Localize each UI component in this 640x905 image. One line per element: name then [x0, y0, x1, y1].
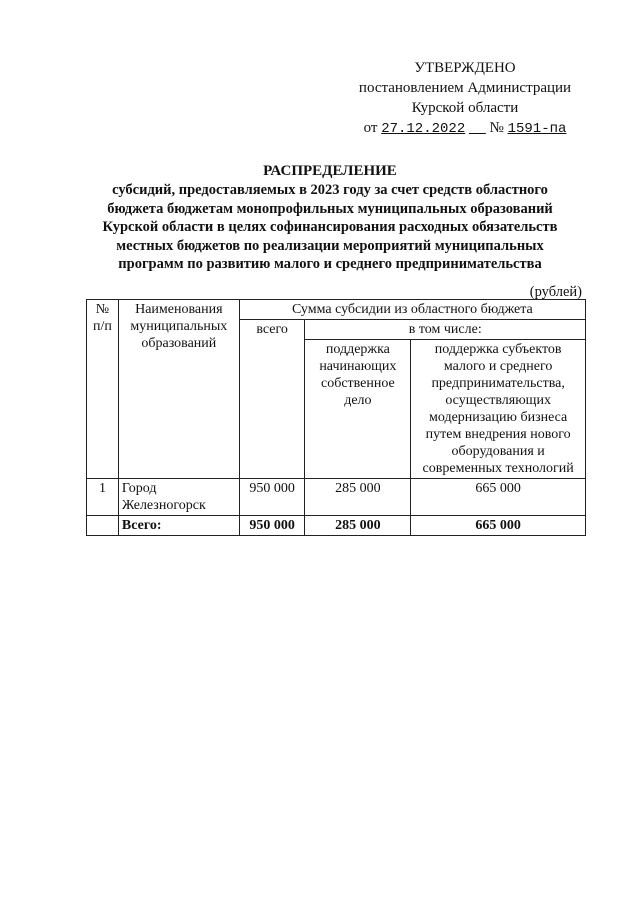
total-label: Всего: — [118, 516, 239, 536]
header-num: № п/п — [87, 300, 119, 479]
approval-number: 1591-па — [507, 121, 567, 137]
document-title: РАСПРЕДЕЛЕНИЕ — [263, 163, 397, 179]
approval-heading: УТВЕРЖДЕНО — [414, 60, 516, 76]
total-num-cell — [87, 516, 119, 536]
units-label: (рублей) — [529, 284, 582, 300]
approval-date: 27.12.2022 — [381, 121, 466, 137]
header-including: в том числе: — [305, 320, 586, 340]
row-total: 950 000 — [239, 479, 305, 516]
subtitle-line: программ по развитию малого и среднего предпринимательства — [118, 256, 542, 272]
header-sum: Сумма субсидии из областного бюджета — [239, 300, 585, 320]
approval-line-2: Курской области — [411, 100, 519, 116]
approval-date-line — [345, 118, 585, 139]
table-row — [87, 479, 586, 516]
header-total: всего — [239, 320, 305, 479]
header-startups: поддержка начинающих собственное дело — [305, 340, 411, 479]
total-modernization: 665 000 — [411, 516, 586, 536]
row-name: Город Железногорск — [118, 479, 239, 516]
approval-stamp — [345, 58, 585, 139]
row-startups: 285 000 — [305, 479, 411, 516]
row-num: 1 — [87, 479, 119, 516]
row-modernization: 665 000 — [411, 479, 586, 516]
distribution-table — [86, 299, 586, 536]
approval-line-1: постановлением Администрации — [358, 80, 572, 96]
total-sum: 950 000 — [239, 516, 305, 536]
subtitle-line: местных бюджетов по реализации мероприятий муниципальных — [116, 237, 544, 254]
subtitle-line: Курской области в целях софинансирования расходных обязательств — [102, 219, 558, 235]
header-modernization: поддержка субъектов малого и среднего предпринимательства, осуществляющих модернизацию бизнеса путем внедрения нового оборудования и современных технологий — [411, 340, 586, 479]
header-row — [87, 300, 586, 320]
subtitle-line: бюджета бюджетам монопрофильных муниципальных образований — [107, 200, 553, 217]
header-name: Наименования муниципальных образований — [118, 300, 239, 479]
total-startups: 285 000 — [305, 516, 411, 536]
subtitle-line: субсидий, предоставляемых в 2023 году за счет средств областного — [112, 182, 548, 198]
number-prefix: № — [489, 120, 504, 136]
total-row — [87, 516, 586, 536]
date-prefix: от — [363, 120, 378, 136]
document-subtitle — [80, 181, 580, 274]
